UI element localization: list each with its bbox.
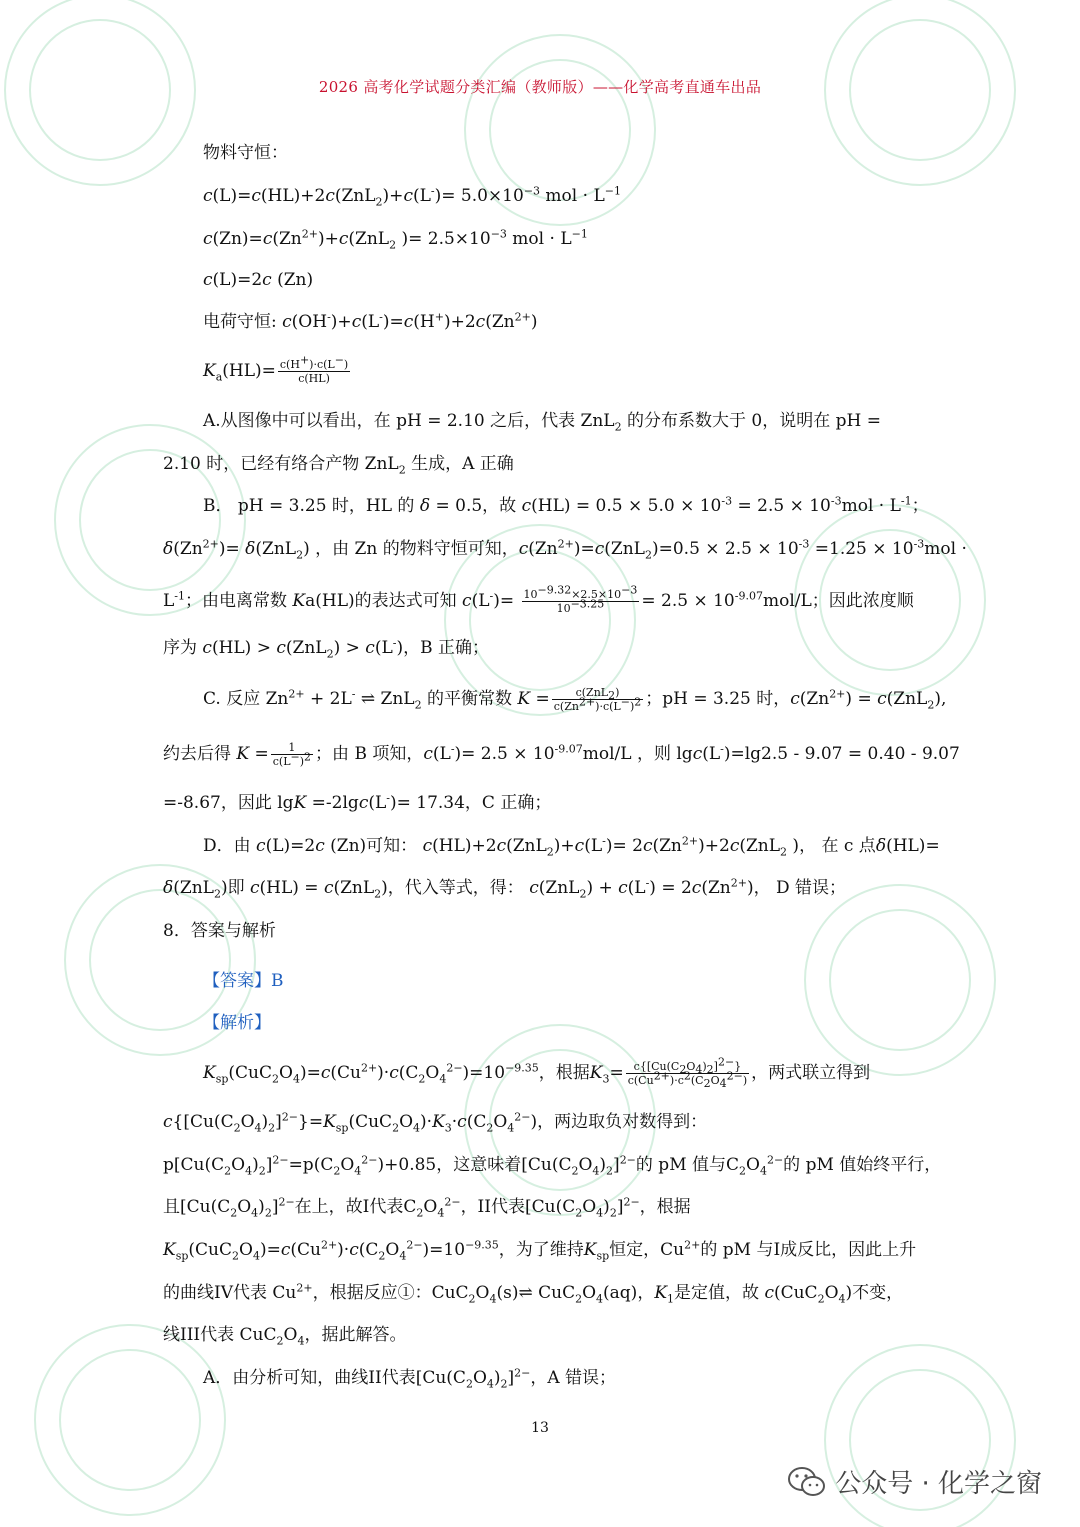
text-line: $L^{-1}$；由电离常数 Ka(HL)的表达式可知 c(L-)= $\frac{10^{-9.32}\times 2.5\times 10^{-3}}{10^{-3.25}}$ = $2.5 \times 10^{-9.07}mol/L$；因此浓度顺 (163, 583, 914, 615)
text-line: 的曲线IV代表 $Cu^{2+}$，根据反应①：$CuC_2O_4(s)\rightleftharpoons$ $CuC_2O_4(aq)$，$K_1$是定值，故 $c(CuC_2O_4)$不变， (163, 1281, 904, 1306)
text-line: C. 反应 $Zn^{2+} + 2L^-$ ⇌ ZnL$_2$ 的平衡常数 K = $\frac{c(ZnL_2)}{c(Zn^{2+})\cdot c(L^-)^2}$ ；pH = 3.25 时，$c(Zn^{2+}) = c(ZnL_2)$, (203, 686, 947, 713)
text-line: B． pH = 3.25 时，HL 的 δ = 0.5，故 $c(HL) = 0.5 \times 5.0 \times 10^{-3} = 2.5 \times 10^{-3}mol \cdot L^{-1}$； (203, 494, 929, 516)
equation: 电荷守恒: $c(OH^-)+c(L^-)=c(H^+)+2c(Zn^{2+})$ (203, 310, 538, 332)
equation: $c(Zn)=c(Zn^{2+})+c(ZnL_2$ )= $2.5\times 10^{-3}$ mol · $L^{-1}$ (203, 227, 588, 252)
text-line: $c\{[Cu(C_2O_4)_2]^{2-}\}=K_{sp}(CuC_2O_4)\cdot K_3\cdot c(C_2O_4^{2-})$，两边取负对数得到： (163, 1110, 708, 1135)
text-line: $p[Cu(C_2O_4)_2]^{2-}=p(C_2O_4^{2-})+0.85$，这意味着$[Cu(C_2O_4)_2]^{2-}$的 pM 值与$C_2O_4^{2-}$的 pM 值始终平行， (163, 1153, 942, 1178)
text-line: 且$[Cu(C_2O_4)_2]^{2-}$在上，故I代表$C_2O_4^{2-}$，II代表$[Cu(C_2O_4)_2]^{2-}$，根据 (163, 1195, 691, 1220)
answer: 【答案】B (203, 971, 284, 991)
text-line: 线III代表 $CuC_2O_4$，据此解答。 (163, 1325, 407, 1348)
text-line: $K_{sp}(CuC_2O_4)=c(Cu^{2+})\cdot c(C_2O_4^{2-})=10^{-9.35}$，根据$K_3=$ $\frac{c\{[Cu(C_2O_4)_2]^{2-}\}}{c(Cu^{2+})\cdot c^2(C_2O_4^{2-})}$ ，两式联立得到 (203, 1055, 871, 1091)
text-line: 物料守恒： (203, 143, 288, 163)
equation: $c(L)=c(HL)+2c(ZnL_2)+c(L^-)= 5.0\times 10^{-3}$ mol · $L^{-1}$ (203, 184, 621, 209)
watermark-source: 公众号 · 化学之窗 (787, 1463, 1042, 1500)
text-line: $K_{sp}(CuC_2O_4)=c(Cu^{2+})\cdot c(C_2O_4^{2-})=10^{-9.35}$，为了维持$K_{sp}$恒定，$Cu^{2+}$的 pM 与I成反比，因此上升 (163, 1238, 917, 1263)
text-line: δ(ZnL$_2$)即 c(HL) = c(ZnL$_2$)，代入等式，得： $c(ZnL_2) + c(L^-) = 2c(Zn^{2+})$， D 错误； (163, 876, 847, 901)
text-line: 约去后得 K = $\frac{1}{c(L^-)^2}$ ；由 B 项知，$c(L^-)= 2.5 \times 10^{-9.07}mol/L$ ，则 lgc(L-)=lg2.5 - 9.07 = 0.40 - 9.07 (163, 741, 960, 768)
wechat-icon (787, 1465, 827, 1499)
equation: $K_a(HL)=$ $\frac{c(H^+)\cdot c(L^-)}{c(HL)}$ (203, 353, 349, 385)
text-line: $\delta(Zn^{2+})= \delta(ZnL_2)$ ，由 Zn 的物料守恒可知，$c(Zn^{2+})=c(ZnL_2)=0.5 \times 2.5 \times 10^{-3} =1.25 \times 10^{-3}mol$ · (163, 537, 967, 562)
question-number: 8．答案与解析 (163, 921, 276, 941)
text-line: A.从图像中可以看出，在 pH = 2.10 之后，代表 ZnL$_2$ 的分布系数大于 0，说明在 pH = (203, 411, 881, 434)
equation: c(L)=2c (Zn) (203, 270, 314, 290)
page-header: 2026 高考化学试题分类汇编（教师版）——化学高考直通车出品 (318, 78, 762, 96)
text-line: D．由 c(L)=2c (Zn)可知： $c(HL)+2c(ZnL_2)+c(L^-)= 2c(Zn^{2+})+2c(ZnL_2$ )， 在 c 点δ(HL)= (203, 834, 940, 859)
text-line: 序为 c(HL) > c(ZnL$_2$) > c(L-)，B 正确； (163, 636, 489, 661)
page-number: 13 (531, 1420, 549, 1436)
text-line: =-8.67，因此 lgK =-2lgc(L-)= 17.34，C 正确； (163, 791, 552, 813)
text-line: 2.10 时，已经有络合产物 ZnL$_2$ 生成，A 正确 (163, 454, 514, 477)
analysis-label: 【解析】 (203, 1013, 271, 1033)
text-line: A．由分析可知，曲线II代表$[Cu(C_2O_4)_2]^{2-}$，A 错误； (203, 1366, 617, 1391)
